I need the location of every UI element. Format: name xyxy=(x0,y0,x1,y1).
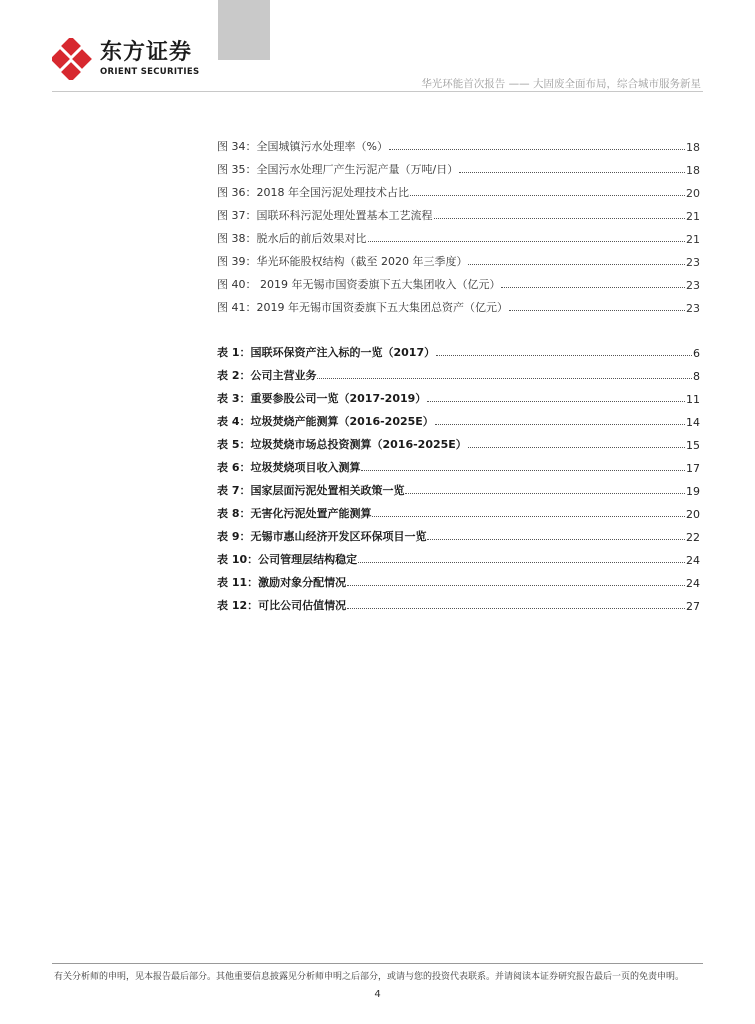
dot-leader xyxy=(501,287,685,288)
toc-entry-table-2[interactable] xyxy=(217,360,700,383)
toc-entry-table-3[interactable] xyxy=(217,383,700,406)
toc-entry-page: 23 xyxy=(686,302,700,315)
page-number: 4 xyxy=(374,989,381,1000)
toc-entry-page: 11 xyxy=(686,393,700,406)
toc-entry-label: 表 6：垃圾焚烧项目收入测算 xyxy=(217,461,361,474)
toc-entry-label: 图 40： 2019 年无锡市国资委旗下五大集团收入（亿元） xyxy=(217,278,501,291)
figure-index xyxy=(217,131,700,315)
toc-entry-figure-41[interactable] xyxy=(217,292,700,315)
toc-entry-label: 图 37：国联环科污泥处理处置基本工艺流程 xyxy=(217,209,433,222)
toc-entry-page: 22 xyxy=(686,531,700,544)
toc-entry-figure-37[interactable] xyxy=(217,200,700,223)
company-logo xyxy=(52,38,199,80)
table-index xyxy=(217,337,700,613)
toc-entry-label: 表 1：国联环保资产注入标的一览（2017） xyxy=(217,346,436,359)
toc-entry-table-1[interactable] xyxy=(217,337,700,360)
toc-entry-table-9[interactable] xyxy=(217,521,700,544)
toc-entry-figure-36[interactable] xyxy=(217,177,700,200)
toc-entry-table-4[interactable] xyxy=(217,406,700,429)
toc-entry-table-11[interactable] xyxy=(217,567,700,590)
dot-leader xyxy=(436,355,692,356)
logo-chinese-name: 东方证券 xyxy=(100,39,193,65)
toc-entry-label: 表 12：可比公司估值情况 xyxy=(217,599,347,612)
report-title: 华光环能首次报告 —— 大固废全面布局，综合城市服务新星 xyxy=(421,78,701,90)
toc-entry-label: 表 9：无锡市惠山经济开发区环保项目一览 xyxy=(217,530,427,543)
toc-entry-table-10[interactable] xyxy=(217,544,700,567)
toc-entry-label: 图 35：全国污水处理厂产生污泥产量（万吨/日） xyxy=(217,163,459,176)
toc-entry-figure-40[interactable] xyxy=(217,269,700,292)
orient-logo-icon xyxy=(52,38,94,80)
toc-entry-label: 表 5：垃圾焚烧市场总投资测算（2016-2025E） xyxy=(217,438,467,451)
toc-entry-figure-38[interactable] xyxy=(217,223,700,246)
dot-leader xyxy=(468,264,685,265)
dot-leader xyxy=(372,516,685,517)
footer-disclaimer: 有关分析师的申明，见本报告最后部分。其他重要信息披露见分析师申明之后部分，或请与您的投资代表联系。并请阅读本证券研究报告最后一页的免责申明。 xyxy=(54,972,685,982)
logo-english-name: ORIENT SECURITIES xyxy=(100,66,200,77)
dot-leader xyxy=(427,539,685,540)
dot-leader xyxy=(434,218,686,219)
header-decor-block xyxy=(218,0,270,60)
dot-leader xyxy=(410,195,685,196)
toc-entry-table-12[interactable] xyxy=(217,590,700,613)
toc-entry-page: 21 xyxy=(686,210,700,223)
footer-divider xyxy=(52,963,703,964)
toc-entry-label: 图 34：全国城镇污水处理率（%） xyxy=(217,140,388,153)
dot-leader xyxy=(435,424,685,425)
dot-leader xyxy=(509,310,685,311)
toc-entry-figure-35[interactable] xyxy=(217,154,700,177)
toc-entry-table-5[interactable] xyxy=(217,429,700,452)
dot-leader xyxy=(358,562,685,563)
toc-entry-page: 8 xyxy=(693,370,700,383)
dot-leader xyxy=(361,470,685,471)
toc-entry-page: 24 xyxy=(686,554,700,567)
dot-leader xyxy=(389,149,685,150)
toc-entry-label: 图 39：华光环能股权结构（截至 2020 年三季度） xyxy=(217,255,468,268)
dot-leader xyxy=(459,172,685,173)
toc-entry-label: 表 10：公司管理层结构稳定 xyxy=(217,553,358,566)
toc-entry-page: 6 xyxy=(693,347,700,360)
toc-entry-page: 23 xyxy=(686,279,700,292)
toc-entry-figure-34[interactable] xyxy=(217,131,700,154)
toc-entry-page: 27 xyxy=(686,600,700,613)
dot-leader xyxy=(317,378,692,379)
toc-entry-label: 图 38：脱水后的前后效果对比 xyxy=(217,232,367,245)
toc-entry-label: 表 7：国家层面污泥处置相关政策一览 xyxy=(217,484,405,497)
toc-entry-page: 21 xyxy=(686,233,700,246)
dot-leader xyxy=(427,401,685,402)
toc-entry-table-8[interactable] xyxy=(217,498,700,521)
toc-entry-table-7[interactable] xyxy=(217,475,700,498)
toc-entry-label: 图 41：2019 年无锡市国资委旗下五大集团总资产（亿元） xyxy=(217,301,508,314)
toc-entry-page: 17 xyxy=(686,462,700,475)
toc-entry-page: 14 xyxy=(686,416,700,429)
toc-entry-label: 表 8：无害化污泥处置产能测算 xyxy=(217,507,372,520)
toc-entry-label: 表 11：激励对象分配情况 xyxy=(217,576,347,589)
toc-entry-page: 24 xyxy=(686,577,700,590)
toc-entry-label: 图 36：2018 年全国污泥处理技术占比 xyxy=(217,186,409,199)
toc-entry-page: 15 xyxy=(686,439,700,452)
toc-entry-page: 20 xyxy=(686,187,700,200)
dot-leader xyxy=(347,608,685,609)
dot-leader xyxy=(468,447,685,448)
toc-entry-label: 表 2：公司主营业务 xyxy=(217,369,317,382)
dot-leader xyxy=(405,493,685,494)
toc-entry-label: 表 4：垃圾焚烧产能测算（2016-2025E） xyxy=(217,415,434,428)
toc-entry-label: 表 3：重要参股公司一览（2017-2019） xyxy=(217,392,427,405)
toc-entry-page: 19 xyxy=(686,485,700,498)
toc-entry-page: 18 xyxy=(686,141,700,154)
toc-entry-figure-39[interactable] xyxy=(217,246,700,269)
toc-entry-table-6[interactable] xyxy=(217,452,700,475)
toc-entry-page: 18 xyxy=(686,164,700,177)
toc-entry-page: 20 xyxy=(686,508,700,521)
dot-leader xyxy=(368,241,686,242)
toc-entry-page: 23 xyxy=(686,256,700,269)
dot-leader xyxy=(347,585,685,586)
header-divider xyxy=(52,91,703,92)
